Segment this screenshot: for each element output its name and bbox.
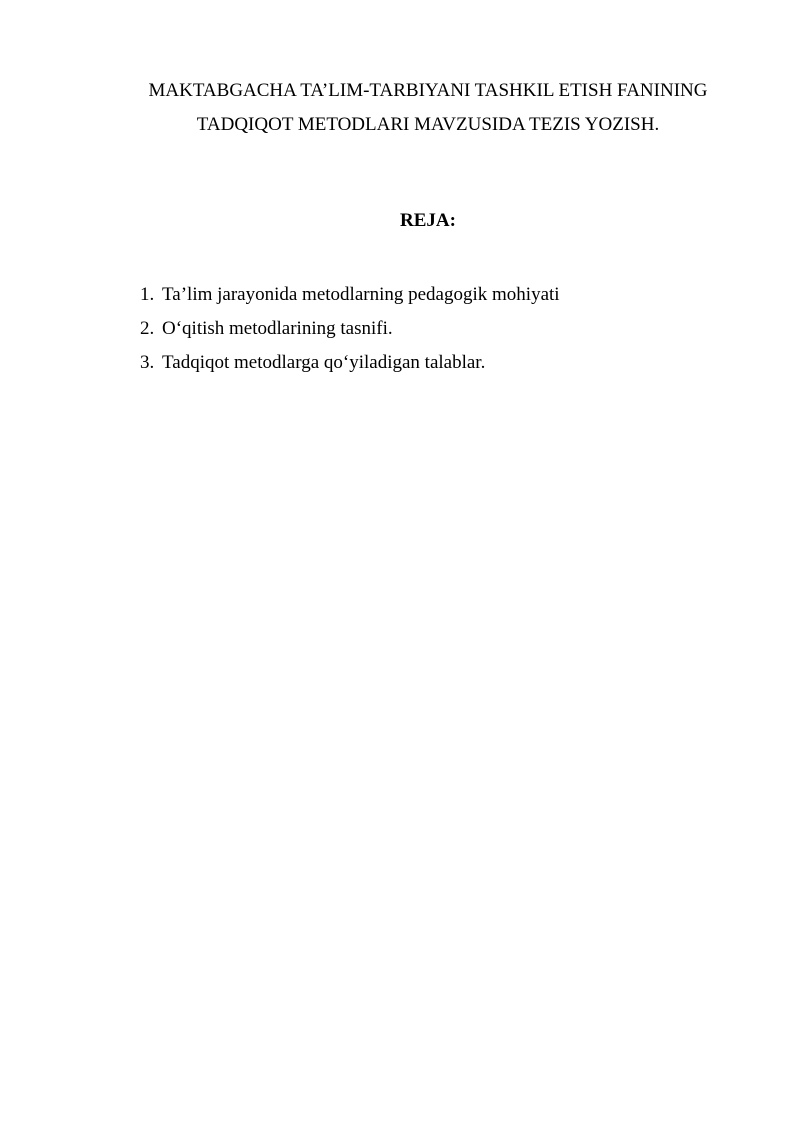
plan-item	[140, 278, 560, 312]
plan-list	[140, 278, 560, 380]
plan-heading: REJA:	[400, 210, 456, 231]
title-line-1: MAKTABGACHA TA’LIM-TARBIYANI TASHKIL ETISH FANINING	[148, 80, 708, 101]
plan-item-number: 2.	[140, 318, 155, 339]
title-line-2: TADQIQOT METODLARI MAVZUSIDA TEZIS YOZISH.	[196, 114, 660, 135]
plan-item	[140, 312, 560, 346]
plan-item-text: Tadqiqot metodlarga qo‘yiladigan talablar.	[162, 352, 486, 373]
plan-item-number: 1.	[140, 284, 155, 305]
plan-item-text: Ta’lim jarayonida metodlarning pedagogik mohiyati	[162, 284, 560, 305]
plan-item	[140, 346, 560, 380]
plan-item-text: O‘qitish metodlarining tasnifi.	[162, 318, 393, 339]
document-title	[100, 74, 756, 142]
plan-item-number: 3.	[140, 352, 155, 373]
